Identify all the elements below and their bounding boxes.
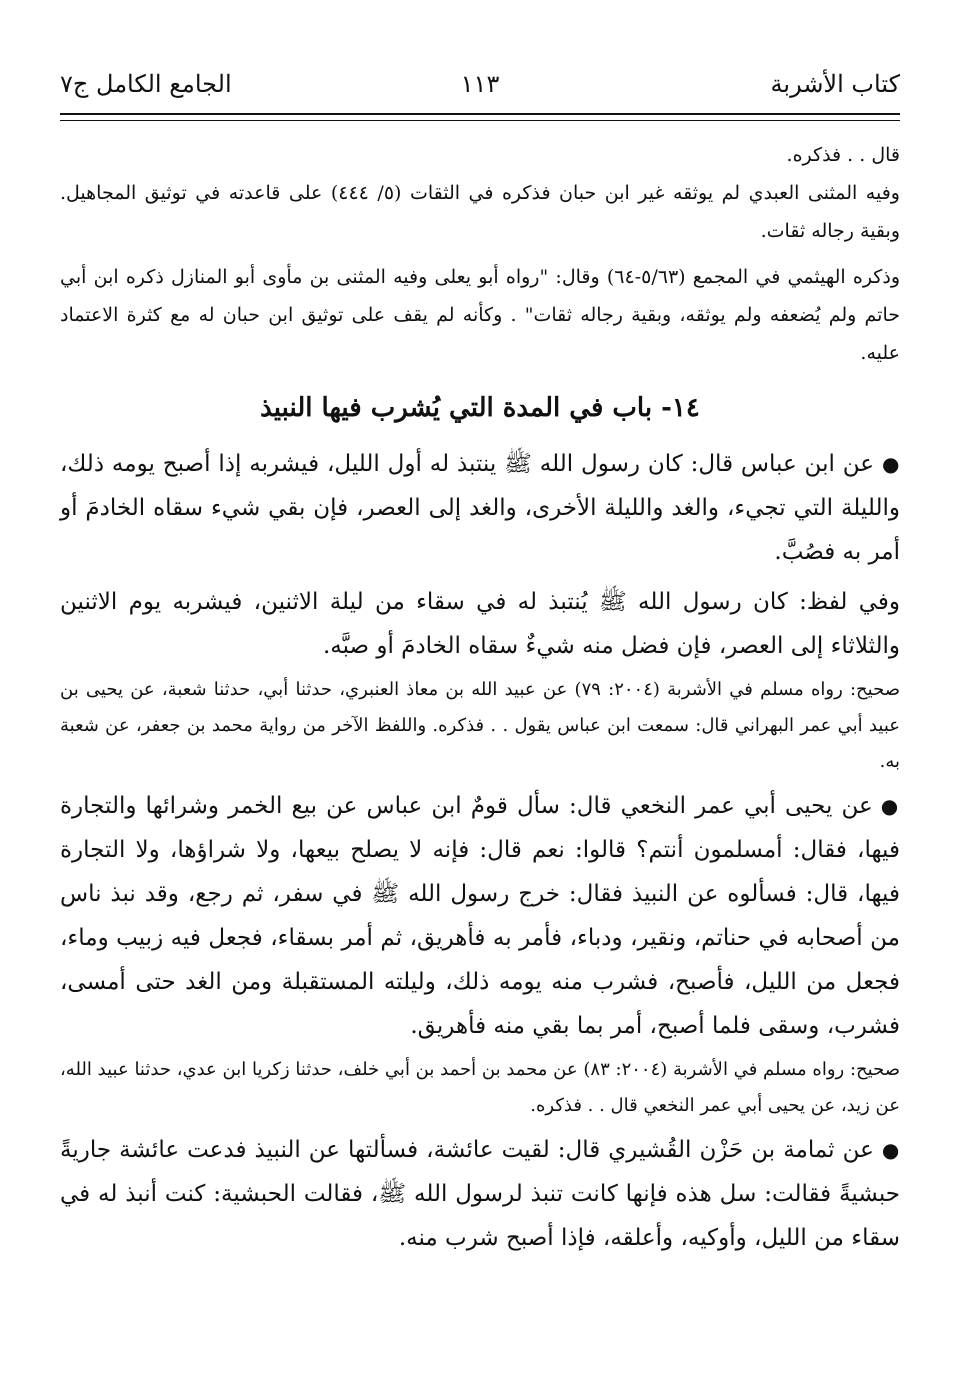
chapter-title: كتاب الأشربة (770, 70, 900, 98)
header-rule-thick (60, 113, 900, 115)
header-rule-thin (60, 120, 900, 121)
bullet-icon: ● (880, 794, 900, 818)
hadith-paragraph (60, 1128, 900, 1260)
page-header (60, 62, 900, 110)
page-number: ١١٣ (460, 70, 500, 98)
page-body (60, 136, 900, 1260)
hadith-text: عن ثمامة بن حَزْن القُشيري قال: لقيت عائشة، فسألتها عن النبيذ فدعت عائشة جاريةً حبشيةً فقالت: سل هذه فإنها كانت تنبذ لرسول الله ﷺ، فقالت الحبشية: كنت أنبذ له في سقاء من الليل، وأوكيه، وأعلقه، فإذا أصبح شرب منه. (60, 1137, 900, 1251)
hadith-paragraph (60, 442, 900, 574)
hadith-text: عن ابن عباس قال: كان رسول الله ﷺ ينتبذ له أول الليل، فيشربه إذا أصبح يومه ذلك، والليلة التي تجيء، والغد والليلة الأخرى، والغد إلى العصر، فإن بقي شيء سقاه الخادمَ أو أمر به فصُبَّ. (60, 451, 900, 565)
bullet-icon: ● (881, 1138, 900, 1162)
hadith-text: عن يحيى أبي عمر النخعي قال: سأل قومٌ ابن عباس عن بيع الخمر وشرائها والتجارة فيها، فقال: أمسلمون أنتم؟ قالوا: نعم قال: فإنه لا يصلح بيعها، ولا شراؤها، ولا التجارة فيها، قال: فسألوه عن النبيذ فقال: خرج رسول الله ﷺ في سفر، ثم رجع، وقد نبذ ناس من أصحابه في حناتم، ونقير، ودباء، فأمر به فأهريق، ثم أمر بسقاء، فجعل فيه زبيب وماء، فجعل من الليل، فأصبح، فشرب منه يومه ذلك، وليلته المستقبلة ومن الغد حتى أمسى، فشرب، وسقى فلما أصبح، أمر بما بقي منه فأهريق. (60, 793, 900, 1039)
footnote-paragraph: قال . . فذكره. (786, 144, 900, 166)
bullet-icon: ● (881, 452, 901, 476)
book-title: الجامع الكامل ج٧ (60, 70, 232, 98)
footnote-paragraph: وفيه المثنى العبدي لم يوثقه غير ابن حبان فذكره في الثقات (٥/ ٤٤٤) على قاعدته في توثيق المجاهيل. وبقية رجاله ثقات. (60, 182, 900, 242)
hadith-variant: وفي لفظ: كان رسول الله ﷺ يُنتبذ له في سقاء من ليلة الاثنين، فيشربه يوم الاثنين والثلاثاء إلى العصر، فإن فضل منه شيءٌ سقاه الخادمَ أو صبَّه. (60, 589, 900, 659)
source-citation: صحيح: رواه مسلم في الأشربة (٢٠٠٤: ٨٣) عن محمد بن أحمد بن أبي خلف، حدثنا زكريا ابن عدي، حدثنا عبيد الله، عن زيد، عن يحيى أبي عمر النخعي قال . . فذكره. (60, 1059, 900, 1116)
hadith-paragraph (60, 784, 900, 1048)
source-citation: صحيح: رواه مسلم في الأشربة (٢٠٠٤: ٧٩) عن عبيد الله بن معاذ العنبري، حدثنا أبي، حدثنا شعبة، عن يحيى بن عبيد أبي عمر البهراني قال: سمعت ابن عباس يقول . . فذكره. واللفظ الآخر من رواية محمد بن جعفر، عن شعبة به. (60, 679, 901, 772)
footnote-paragraph: وذكره الهيثمي في المجمع (٥/٦٣-٦٤) وقال: "رواه أبو يعلى وفيه المثنى بن مأوى أبو المنازل ذكره ابن أبي حاتم ولم يُضعفه ولم يوثقه، وبقية رجاله ثقات" . وكأنه لم يقف على توثيق ابن حبان له مع كثرة الاعتماد عليه. (60, 266, 900, 364)
section-heading: ١٤- باب في المدة التي يُشرب فيها النبيذ (260, 393, 700, 423)
